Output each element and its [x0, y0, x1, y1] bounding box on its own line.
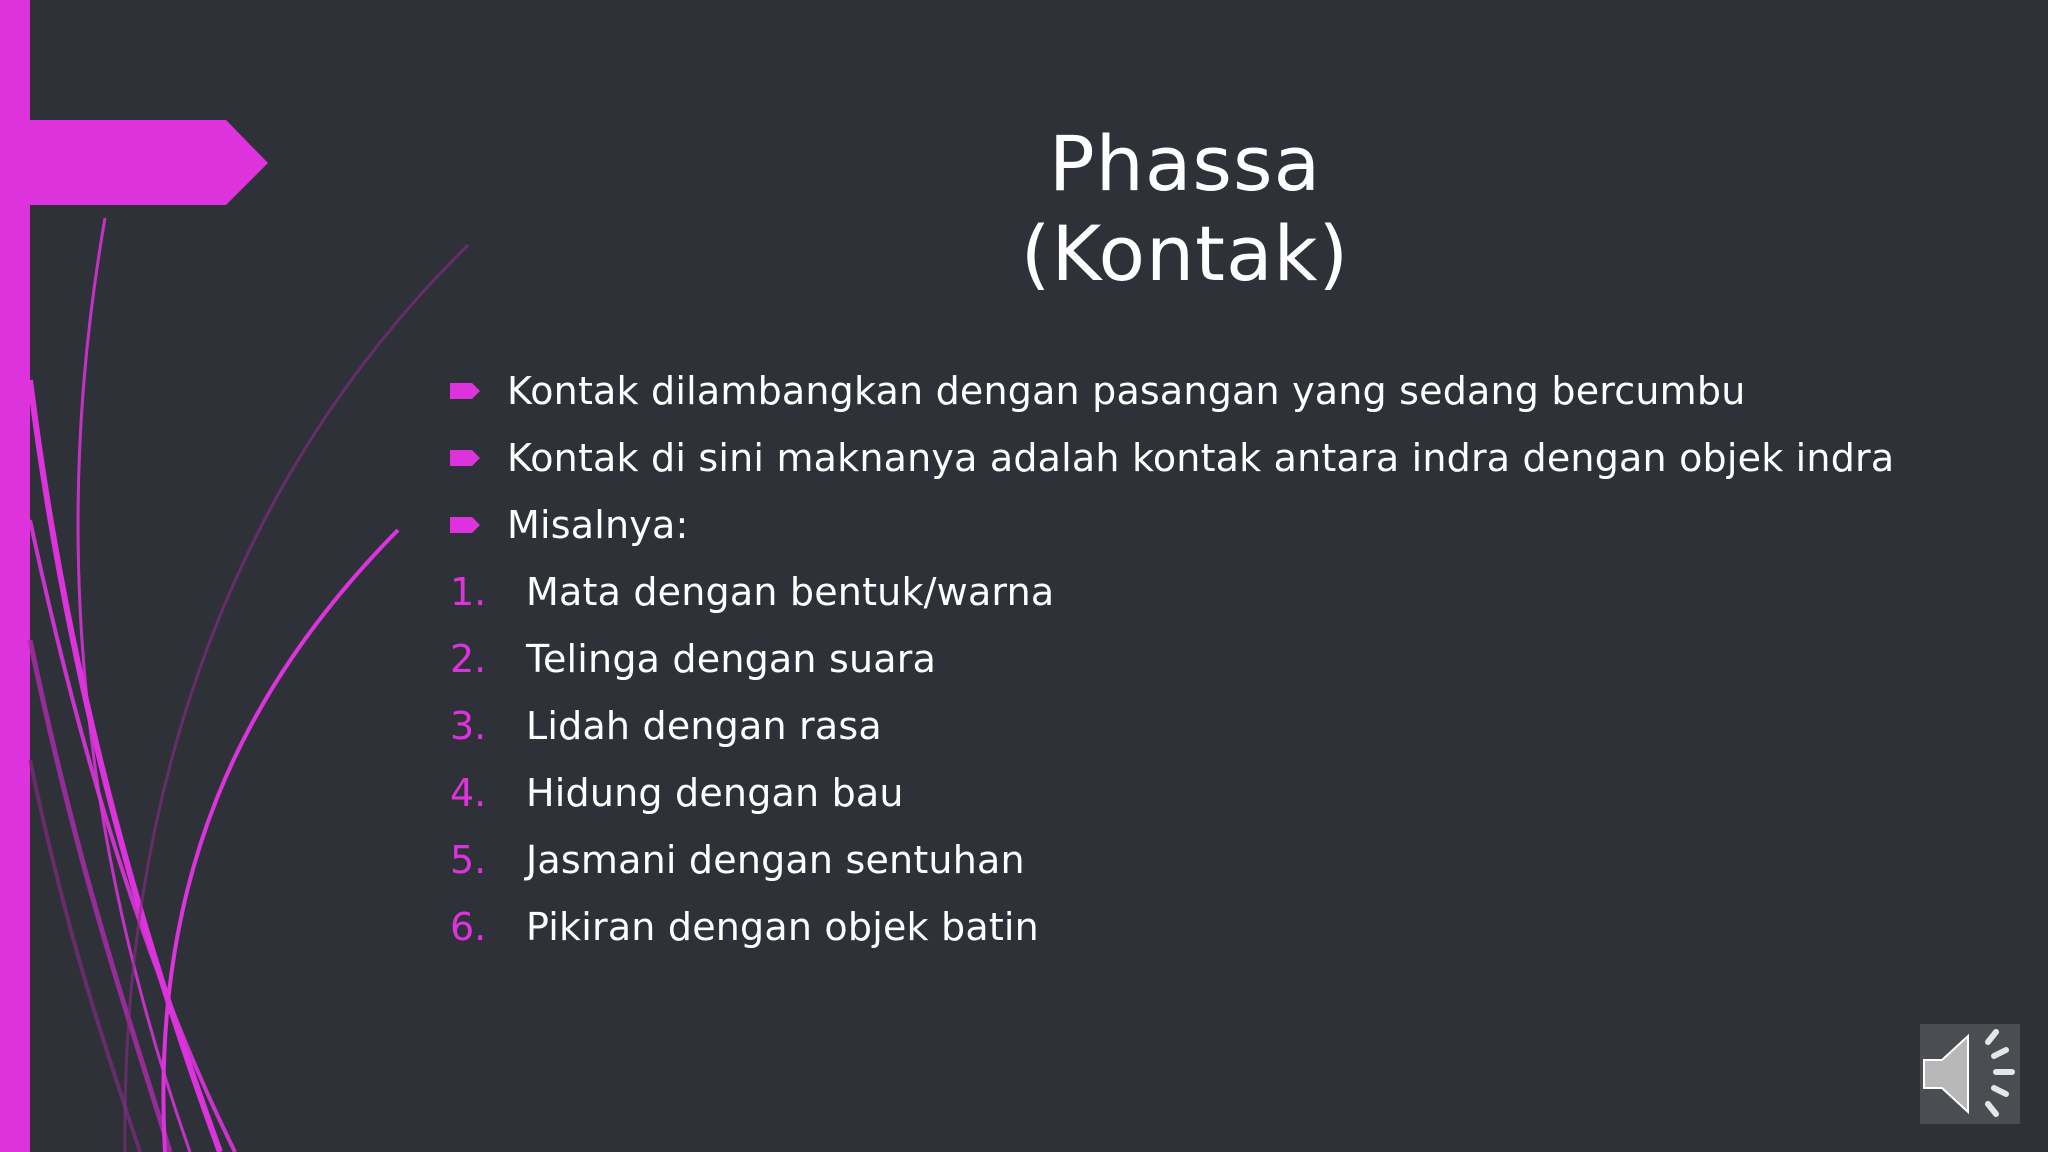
item-text: Telinga dengan suara [526, 637, 937, 681]
arrow-tag-icon [450, 361, 480, 421]
slide-subtitle: (Kontak) [1020, 209, 1350, 298]
bullet-item [450, 361, 1745, 421]
numbered-item [450, 897, 1039, 957]
bullet-text: Misalnya: [507, 503, 689, 547]
item-text: Jasmani dengan sentuhan [526, 838, 1025, 882]
bullet-item [450, 495, 688, 555]
item-number: 4. [450, 771, 487, 815]
numbered-item [450, 562, 1054, 622]
audio-play-button[interactable] [1920, 1024, 2020, 1124]
bullet-text: Kontak di sini maknanya adalah kontak antara indra dengan objek indra [507, 436, 1895, 480]
decor-curve [30, 760, 140, 1152]
item-number: 1. [450, 570, 487, 614]
numbered-item [450, 629, 936, 689]
item-text: Pikiran dengan objek batin [526, 905, 1039, 949]
numbered-item [450, 763, 904, 823]
decor-curve [163, 530, 398, 1152]
arrow-tag-icon [450, 495, 480, 555]
bullet-text: Kontak dilambangkan dengan pasangan yang sedang bercumbu [507, 369, 1746, 413]
title-pointer-banner [0, 120, 268, 205]
decor-curve [30, 640, 170, 1152]
bullet-item [450, 428, 1894, 488]
item-number: 6. [450, 905, 487, 949]
item-text: Hidung dengan bau [526, 771, 904, 815]
item-text: Lidah dengan rasa [526, 704, 882, 748]
numbered-item [450, 696, 882, 756]
item-text: Mata dengan bentuk/warna [526, 570, 1055, 614]
item-number: 5. [450, 838, 487, 882]
numbered-item [450, 830, 1025, 890]
arrow-tag-icon [450, 428, 480, 488]
speaker-icon [1920, 1024, 2020, 1124]
item-number: 3. [450, 704, 487, 748]
item-number: 2. [450, 637, 487, 681]
slide-title: Phassa [1048, 119, 1322, 208]
